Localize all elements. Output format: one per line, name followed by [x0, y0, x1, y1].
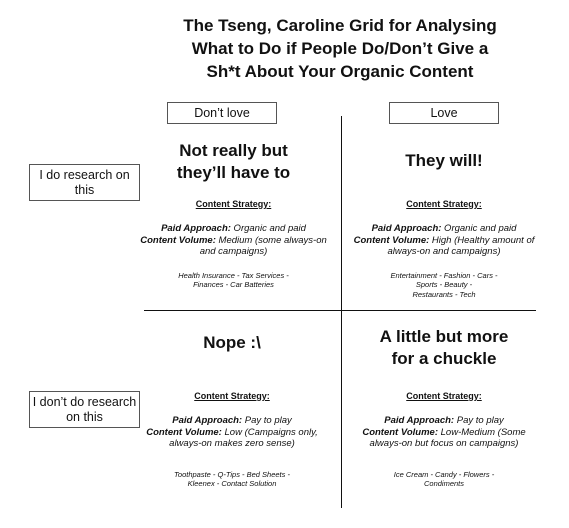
- paid-approach-value: Pay to play: [454, 415, 504, 426]
- strategy-details: [352, 223, 536, 258]
- industry-line: Ice Cream - Candy - Flowers -: [393, 469, 495, 479]
- strategy-details: [136, 223, 331, 258]
- headline-line: Not really but: [179, 141, 288, 160]
- content-volume-value: High (Healthy amount of always-on and campaigns): [387, 234, 535, 257]
- content-volume-value: Low (Campaigns only, always-on makes zero sense): [169, 426, 318, 449]
- content-volume-label: Content Volume:: [362, 426, 438, 438]
- quadrant-headline: [132, 332, 332, 354]
- content-volume-value: Medium (some always-on and campaigns): [199, 234, 327, 257]
- headline-line: A little but more: [379, 327, 509, 346]
- quadrant-bottom-left: [132, 332, 332, 489]
- paid-approach-label: Paid Approach:: [371, 223, 442, 234]
- content-volume-value: Low-Medium (Some always-on but focus on campaigns): [369, 426, 526, 449]
- quadrant-top-right: [352, 150, 536, 299]
- quadrant-headline: [136, 140, 331, 184]
- quadrant-top-left: [136, 140, 331, 290]
- paid-approach-label: Paid Approach:: [384, 415, 455, 426]
- headline-line: for a chuckle: [391, 349, 497, 368]
- industry-line: Entertainment - Fashion - Cars -: [390, 270, 498, 280]
- page-title: [150, 14, 530, 83]
- industry-line: Restaurants - Tech: [412, 289, 476, 299]
- industry-line: Sports - Beauty -: [415, 280, 473, 289]
- headline-line: they’ll have to: [176, 163, 291, 182]
- row-label-do-research: I do research on this: [29, 164, 140, 201]
- quadrant-bottom-right: [352, 326, 536, 489]
- content-volume-label: Content Volume:: [353, 234, 430, 246]
- title-line: What to Do if People Do/Don’t Give a: [191, 39, 489, 58]
- paid-approach-value: Organic and paid: [230, 223, 306, 234]
- paid-approach-value: Organic and paid: [441, 223, 517, 234]
- horizontal-axis-line: [144, 310, 536, 311]
- industry-line: Toothpaste - Q-Tips - Bed Sheets -: [174, 469, 290, 479]
- industry-line: Condiments: [423, 479, 465, 488]
- strategy-details: [352, 415, 536, 450]
- paid-approach-label: Paid Approach:: [161, 223, 231, 234]
- headline-line: Nope :\: [203, 333, 261, 352]
- vertical-axis-line: [341, 116, 342, 508]
- quadrant-headline: [352, 326, 536, 370]
- content-strategy-heading: Content Strategy:: [406, 199, 482, 209]
- column-label-dont-love: Don’t love: [167, 102, 277, 124]
- column-label-love: Love: [389, 102, 499, 124]
- paid-approach-label: Paid Approach:: [172, 415, 243, 426]
- industry-examples: [132, 470, 332, 489]
- industry-line: Health Insurance - Tax Services -: [178, 270, 289, 280]
- strategy-details: [132, 415, 332, 450]
- industry-examples: [352, 271, 536, 300]
- headline-line: They will!: [405, 151, 483, 170]
- content-volume-label: Content Volume:: [140, 234, 216, 246]
- industry-line: Kleenex - Contact Solution: [187, 479, 277, 488]
- content-strategy-heading: Content Strategy:: [195, 199, 272, 209]
- row-label-dont-research: I don’t do research on this: [29, 391, 140, 428]
- content-strategy-heading: Content Strategy:: [406, 391, 482, 401]
- paid-approach-value: Pay to play: [242, 415, 292, 426]
- quadrant-headline: [352, 150, 536, 172]
- content-volume-label: Content Volume:: [146, 426, 222, 438]
- industry-examples: [136, 271, 331, 290]
- industry-line: Finances - Car Batteries: [193, 280, 274, 289]
- content-strategy-heading: Content Strategy:: [194, 391, 270, 401]
- title-line: The Tseng, Caroline Grid for Analysing: [183, 16, 497, 35]
- title-line: Sh*t About Your Organic Content: [206, 62, 474, 81]
- industry-examples: [352, 470, 536, 489]
